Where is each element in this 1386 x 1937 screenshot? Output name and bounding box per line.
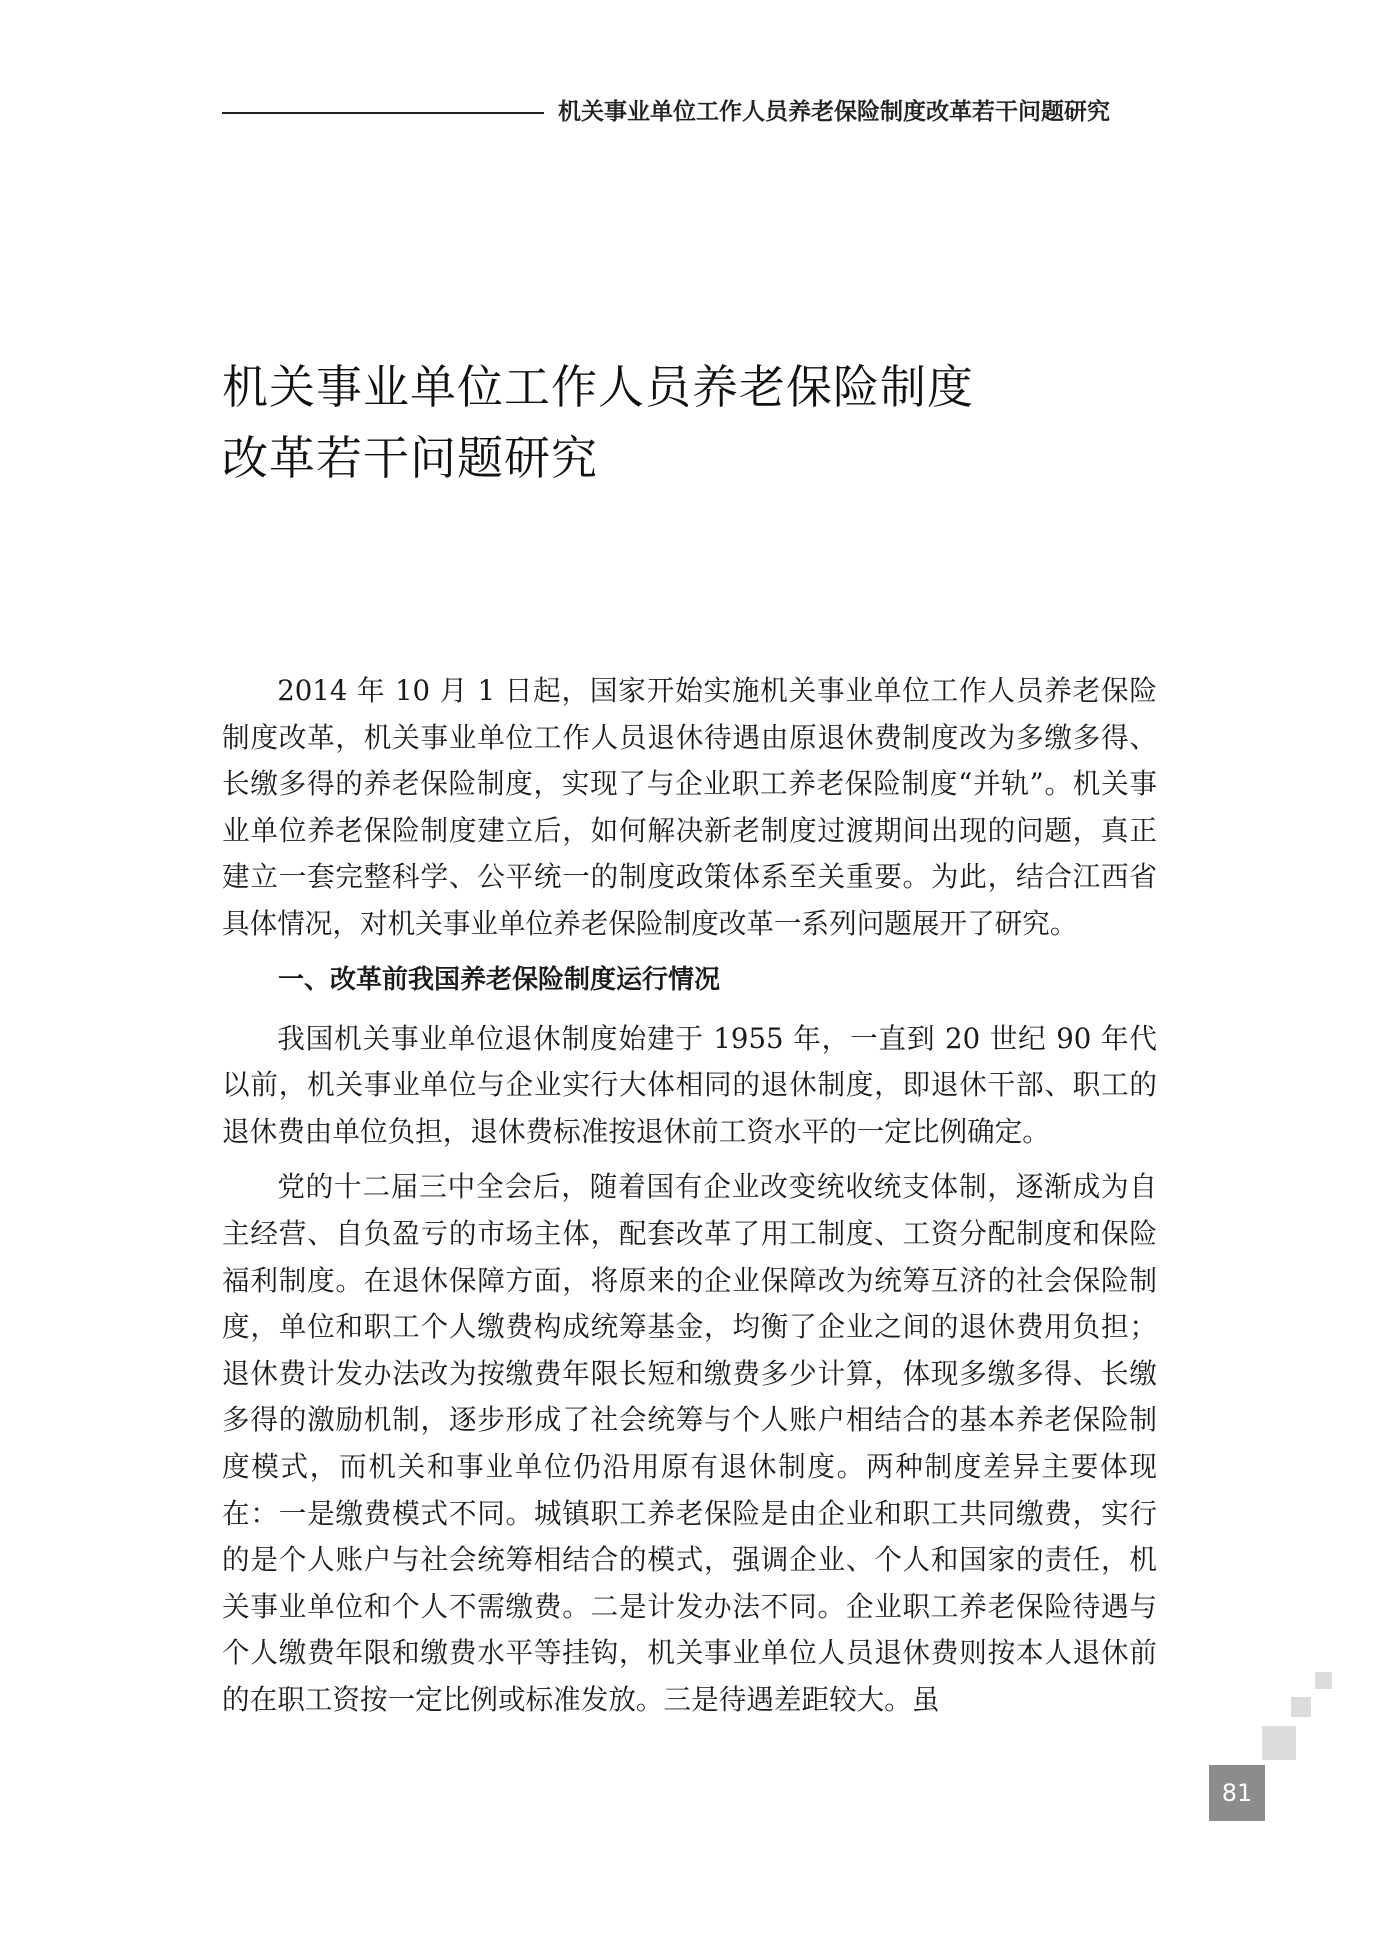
article-title	[222, 352, 1142, 494]
decorative-square	[1262, 1726, 1296, 1760]
running-head: 机关事业单位工作人员养老保险制度改革若干问题研究	[558, 99, 1110, 125]
decorative-square	[1315, 1672, 1332, 1689]
article-body	[222, 668, 1157, 1732]
body-paragraph-2: 党的十二届三中全会后，随着国有企业改变统收统支体制，逐渐成为自主经营、自负盈亏的市场主体，配套改革了用工制度、工资分配制度和保险福利制度。在退休保障方面，将原来的企业保障改为统筹互济的社会保险制度，单位和职工个人缴费构成统筹基金，均衡了企业之间的退休费用负担；退休费计发办法改为按缴费年限长短和缴费多少计算，体现多缴多得、长缴多得的激励机制，逐步形成了社会统筹与个人账户相结合的基本养老保险制度模式，而机关和事业单位仍沿用原有退休制度。两种制度差异主要体现在：一是缴费模式不同。城镇职工养老保险是由企业和职工共同缴费，实行的是个人账户与社会统筹相结合的模式，强调企业、个人和国家的责任，机关事业单位和个人不需缴费。二是计发办法不同。企业职工养老保险待遇与个人缴费年限和缴费水平等挂钩，机关事业单位人员退休费则按本人退休前的在职工资按一定比例或标准发放。三是待遇差距较大。虽	[222, 1170, 1157, 1716]
body-paragraph-1: 我国机关事业单位退休制度始建于 1955 年，一直到 20 世纪 90 年代以前，机关事业单位与企业实行大体相同的退休制度，即退休干部、职工的退休费由单位负担，退休费标准按退休前工资水平的一定比例确定。	[222, 1021, 1157, 1148]
running-head-rule	[222, 112, 544, 114]
title-line-2: 改革若干问题研究	[222, 431, 598, 485]
intro-paragraph: 2014 年 10 月 1 日起，国家开始实施机关事业单位工作人员养老保险制度改革，机关事业单位工作人员退休待遇由原退休费制度改为多缴多得、长缴多得的养老保险制度，实现了与企业职工养老保险制度“并轨”。机关事业单位养老保险制度建立后，如何解决新老制度过渡期间出现的问题，真正建立一套完整科学、公平统一的制度政策体系至关重要。为此，结合江西省具体情况，对机关事业单位养老保险制度改革一系列问题展开了研究。	[222, 674, 1157, 940]
decorative-square	[1291, 1697, 1311, 1717]
page-number: 81	[1209, 1765, 1265, 1821]
title-line-1: 机关事业单位工作人员养老保险制度	[222, 360, 974, 414]
section-heading: 一、改革前我国养老保险制度运行情况	[278, 964, 721, 995]
